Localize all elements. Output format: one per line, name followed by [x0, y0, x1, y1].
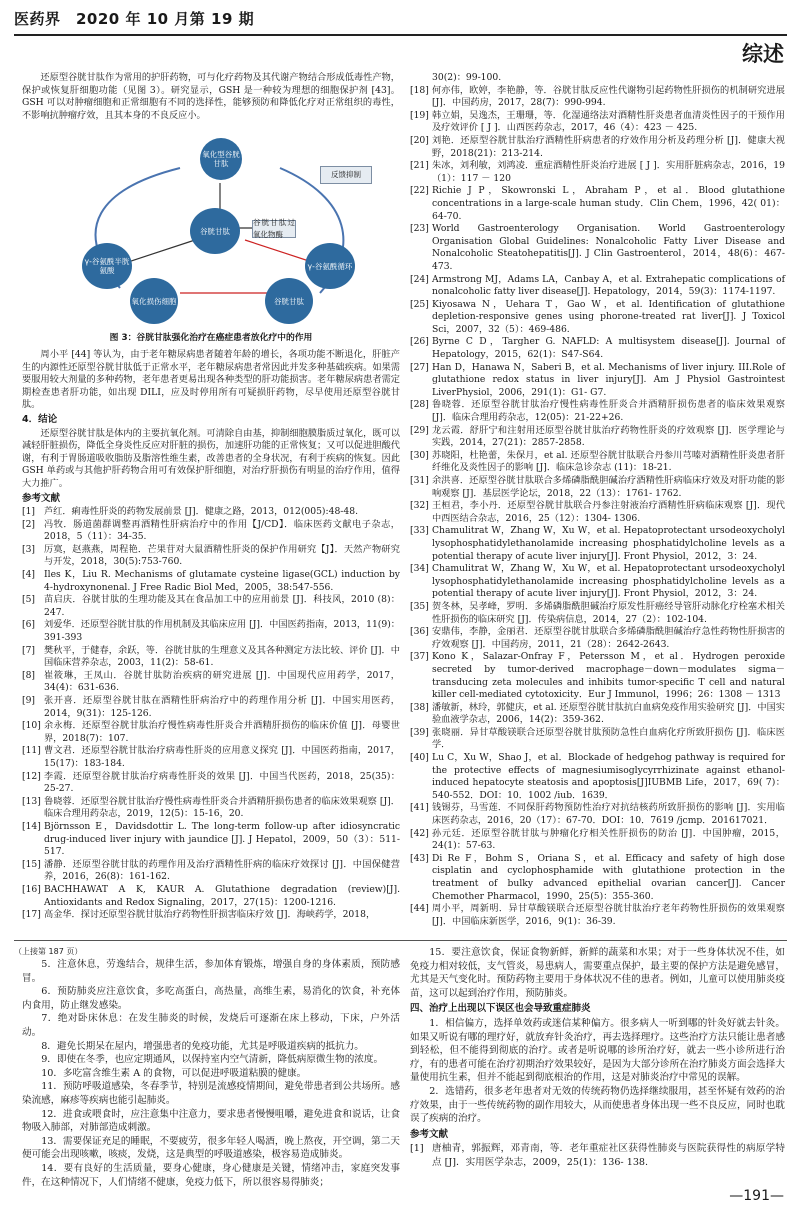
ref-number: [16] — [22, 883, 41, 895]
ref-number: [35] — [410, 600, 429, 612]
reference-item — [410, 160, 785, 185]
reference-item — [410, 72, 785, 85]
body-paragraph: 8．避免长期呆在屋内，增强患者的免疫功能，尤其是呼吸道疾病的抵抗力。 — [41, 1040, 364, 1052]
ref-number: [26] — [410, 336, 429, 348]
ref-number: [21] — [410, 160, 429, 172]
ref-number: [18] — [410, 84, 429, 96]
bottom-reference — [410, 1142, 785, 1169]
reference-item — [410, 362, 785, 400]
node-oxidative-damage: 氧化损伤细胞 — [130, 278, 178, 324]
ref-text: 高金华．探讨还原型谷胱甘肽治疗药物性肝损害临床疗效 [J]．海峡药学，2018， — [44, 909, 376, 921]
intro-paragraph: 还原型谷胱甘肽作为常用的护肝药物，可与化疗药物及其代谢产物结合形成低毒性产物，保护或恢复肝细胞功能（见图 3）。研究显示，GSH 是一种较为理想的细胞保护剂 [43]。GSH 可以对肿瘤细胞和正常细胞有不同的选择性，能够预防和降低化疗对正常组织的毒性，不影响抗肿瘤疗效，且其本身的不良反应小。 — [22, 72, 400, 121]
ref-number: [14] — [22, 820, 41, 832]
right-column — [410, 72, 785, 928]
ref-text: 安鼎伟，李静，金丽君．还原型谷胱甘肽联合多烯磷脂酰胆碱治疗急性药物性肝损害的疗效观察 [J]．中国药房，2011，21（28）：2642-2643. — [432, 626, 785, 650]
ref-text: 王桓君，李小丹．还原型谷胱甘肽联合丹参注射液治疗酒精性肝病临床观察 [J]．现代中西医结合杂志，2016，25（12）：1304- 1306. — [432, 500, 785, 524]
reference-item — [22, 619, 400, 644]
ref-number: [15] — [22, 858, 41, 870]
ref-number: [37] — [410, 651, 429, 663]
reference-item — [410, 500, 785, 525]
header-rule — [14, 34, 787, 36]
ref-text: 芦红．痢毒性肝炎的药物发展前景 [J]．健康之路，2013，012(005):48-48. — [44, 506, 359, 518]
ref-number: [1] — [22, 506, 36, 518]
ref-number: [4] — [22, 569, 36, 581]
body-paragraph: 1．相信偏方，选择单效药或迷信某种偏方。很多病人一听到哪的针灸好就去针灸。如果又听说有哪的理疗好，就放弃针灸治疗，再去选择理疗。这些治疗方法只能让患者感到轻松，但不能得到彻底的治疗。或者是听说哪的诊所治疗好，就去一些小诊所进行治疗，有的患者可能在治疗初期治疗效果较好，是因为大部分诊所在治疗肺炎方面会选择大量使用抗生素，但并不能起到彻底根治的作用，这是对肺炎治疗中常见的误解。 — [410, 1017, 785, 1084]
body-paragraph: 14．要有良好的生活质量，要身心健康，身心健康是关键，情绪冲击，家庭突发事件，在这种情况下，人们情绪不健康，免疫力低下，所以很容易得肺炎； — [22, 1162, 400, 1188]
ref-number: [13] — [22, 795, 41, 807]
conclusion-paragraph: 还原型谷胱甘肽是体内的主要抗氧化剂。可清除自由基，抑制细胞膜脂质过氧化，既可以减轻肝脏损伤，降低全身炎性反应对肝脏的损伤，加速肝功能的正常恢复；又可以促进胆酸代谢，有利于胃肠道吸收脂肪及脂溶性维生素，改善患者的全身状况，有利于疾病的恢复。因此 GSH 单药或与其他护肝药物合用可有效保护肝细胞，对治疗肝损伤有明显的治疗作用，值得大力推广。 — [22, 427, 400, 489]
ref-number: [20] — [410, 134, 429, 146]
page-number: —191— — [729, 1188, 784, 1204]
section-tag: 综述 — [742, 42, 784, 66]
node-gamma-glutamylcysteine: γ-谷氨酰半胱氨酸 — [82, 243, 132, 289]
tips-list-left — [22, 958, 400, 1189]
reference-item — [410, 752, 785, 802]
ref-text: 韩立娟，吴逸杰，王珊珊，等．化湿通络法对酒精性肝炎患者血清炎性因子的干预作用及疗效评价 [ J ]．山西医药杂志，2017，46（4）：423 － 425. — [432, 109, 785, 134]
ref-text: 崔筱琳，王凤山．谷胱甘肽防治疾病的研究进展 [J]．中国现代应用药学，2017，34(4)：631-636. — [44, 669, 400, 694]
ref-number: [41] — [410, 802, 429, 814]
ref-number: [42] — [410, 827, 429, 839]
ref-text: 樊秋平，于健春，余跃，等．谷胱甘肽的生理意义及其各种测定方法比较、评价 [J]．中国临床营养杂志，2003，11(2)：58-61. — [44, 644, 400, 669]
reference-item — [410, 110, 785, 135]
body-paragraph: 12．进食或喂食时，应注意集中注意力，要求患者慢慢咀嚼，避免进食和说话，让食物吸入肺部，对肺部造成刺激。 — [22, 1108, 400, 1134]
reference-item — [410, 425, 785, 450]
section-divider — [14, 940, 787, 941]
treatment-list — [410, 1017, 785, 1126]
ref-number: [23] — [410, 223, 429, 235]
bottom-left-column — [22, 958, 400, 1189]
heading-treatment: 四、治疗上出现以下误区也会导致重症肺炎 — [410, 1003, 591, 1015]
box-feedback: 反馈抑制 — [320, 166, 372, 184]
ref-text: Lu C，Xu W，Shao J，et al．Blockade of hedgehog pathway is required for the protective effects of magnesiumisoglycyrrhizinate against ethanol-induced hepatocyte steatosis and apoptosis[J]IUBMB Life，2017，69( 7)：540-552．DOI：10．1002 /iub．1639． — [432, 752, 785, 801]
ref-number: [3] — [22, 543, 36, 555]
ref-text: 张晓丽．异甘草酸镁联合还原型谷胱甘肽预防急性白血病化疗所致肝损伤 [J]．临床医学． — [432, 726, 785, 751]
ref-text: BACHHAWAT A K, KAUR A. Glutathione degradation (review)[J]. Antioxidants and Redox Signaling，2017，27(15)：1200-1216. — [44, 883, 400, 908]
reference-item — [22, 519, 400, 544]
ref-text: 李霞．还原型谷胱甘肽治疗病毒性肝炎的效果 [J]．中国当代医药，2018，25(35)：25-27. — [44, 770, 400, 795]
reference-item — [22, 909, 400, 922]
reference-item — [22, 506, 400, 519]
node-gsh-center: 谷胱甘肽 — [190, 208, 240, 254]
reference-item — [410, 450, 785, 475]
reference-item — [410, 727, 785, 752]
figure-3 — [30, 128, 400, 328]
ref-number: [8] — [22, 669, 36, 681]
reference-item — [410, 223, 785, 273]
ref-text: 厉寞，赵燕燕，周程艳．芒果苷对大鼠酒精性肝炎的保护作用研究【J】．天然产物研究与开发，2018，30(5):753-760. — [44, 543, 400, 568]
ref-number: [24] — [410, 273, 429, 285]
body-paragraph: 10．多吃富含维生素 A 的食物，可以促进呼吸道粘膜的健康。 — [41, 1067, 307, 1079]
ref-number: [17] — [22, 909, 41, 921]
ref-number: [38] — [410, 701, 429, 713]
ref-text: World Gastroenterology Organisation. World Gastroenterology Organisation Global Guidelines: Nonalcoholic Fatty Liver Disease and Nonalcoholic Steatohepatitis[J]. J Clin Gastroenterol，2014，48(6)：467-473. — [432, 223, 785, 272]
ref-text: Chamulitrat W，Zhang W，Xu W，et al. Hepatoprotectant ursodeoxycholyl lysophosphatidylethanolamide increasing phosphatidylcholine levels as a potential therapy of acute liver injury[J]. Front Physiol，2012，3：24. — [432, 525, 785, 562]
reference-item — [410, 563, 785, 601]
reference-item — [410, 853, 785, 903]
ref-number: [28] — [410, 399, 429, 411]
ref-text: 冯牧．肠道菌群调整再酒精性肝病治疗中的作用【J/CD】．临床医药文献电子杂志，2018，5（11）：34-35. — [44, 518, 400, 543]
heading-bottom-references: 参考文献 — [410, 1128, 449, 1140]
ref-text: Di Re F，Bohm S，Oriana S，et al. Efficacy and safety of high dose cisplatin and cyclophosphamide with glutathione protection in the treatment of bulky advanced epithelial ovarian cancer[J]. Cancer Chemother Pharmacol，1990，25(5)：355-360. — [432, 852, 785, 902]
reference-item — [22, 859, 400, 884]
ref-number: [19] — [410, 109, 429, 121]
reference-item — [22, 745, 400, 770]
ref-text: Björnsson E，Davidsdottir L. The long-term follow-up after idiosyncratic drug-induced liver injury with jaundice [J]. J Hepatol，2009，50（3）：511-517. — [44, 820, 400, 858]
node-gsh-bottom: 谷胱甘肽 — [265, 278, 313, 324]
reference-item — [410, 336, 785, 361]
body-paragraph: 9．即使在冬季，也应定期通风，以保持室内空气清新，降低病原微生物的浓度。 — [41, 1054, 384, 1066]
ref-text: Armstrong MJ，Adams LA，Canbay A，et al. Extrahepatic complications of nonalcoholic fatty liver disease[J]. Hepatology，2014，59(3)：1174-1197. — [432, 273, 785, 298]
reference-item — [22, 720, 400, 745]
reference-item — [410, 828, 785, 853]
reference-item — [22, 695, 400, 720]
ref-text: 潘静．还原型谷胱甘肽的药理作用及治疗酒精性肝病的临床疗效探讨 [J]．中国保健营养，2016，26(8)：161-162. — [44, 858, 400, 883]
journal-title: 医药界 2020 年 10 月第 19 期 — [14, 10, 255, 28]
heading-conclusion: 4．结论 — [22, 413, 58, 425]
reference-item — [410, 274, 785, 299]
ref-text: 曹文君．还原型谷胱甘肽治疗病毒性肝炎的应用意义探究 [J]．中国医药指南，2017，15(17)：183-184. — [44, 745, 400, 769]
ref-text: Iles K，Liu R. Mechanisms of glutamate cysteine ligase(GCL) induction by 4-hydroxynonenal. J Free Radic Biol Med，2005，38:547-556. — [44, 569, 400, 593]
ref-number: [34] — [410, 563, 429, 575]
references-left — [22, 506, 400, 922]
ref-number: [43] — [410, 852, 429, 864]
ref-number: [39] — [410, 726, 429, 738]
ref-text: 苗启庆．谷胱甘肽的生理功能及其在食品加工中的应用前景 [J]．科技风，2010 (8)：247. — [44, 594, 400, 618]
ref-text: 周小平，周新明．异甘草酸镁联合还原型谷胱甘肽治疗老年药物性肝损伤的效果观察 [J]．中国临床新医学，2016，9(1)：36-39. — [432, 903, 785, 927]
ref-text: 刘爱华．还原型谷胱甘肽的作用机制及其临床应用 [J]．中国医药指南，2013，11(9)：391-393 — [44, 619, 400, 644]
body-paragraph: 5．注意休息，劳逸结合，规律生活，参加体育锻炼，增强自身的身体素质，预防感冒。 — [22, 959, 400, 984]
body-paragraph: 11．预防呼吸道感染，冬春季节，特别是流感疫情期间，避免带患者到公共场所。感染流感，麻疹等疾病也能引起肺炎。 — [22, 1081, 400, 1106]
page-header — [0, 0, 800, 66]
figure-caption: 图 3：谷胱甘肽强化治疗在癌症患者放化疗中的作用 — [109, 333, 313, 344]
reference-item — [410, 651, 785, 701]
reference-item — [22, 569, 400, 594]
reference-item — [410, 802, 785, 827]
ref-text: 刘艳．还原型谷胱甘肽治疗酒精性肝病患者的疗效作用分析及药理分析 [J]．健康大视野，2018(21)：213-214. — [432, 134, 785, 159]
ref-number: [10] — [22, 720, 41, 732]
ref-number: [32] — [410, 500, 429, 512]
ref-text: 余洪喜．还原型谷胱甘肽联合多烯磷脂酰胆碱治疗酒精性肝病临床疗效及对肝功能的影响观察 [J]．基层医学论坛，2018，22（13）：1761- 1762. — [432, 475, 785, 499]
ref-text: 鲁晓蓉．还原型谷胱甘肽治疗慢性病毒性肝炎合并酒精肝损伤患者的临床效果观察 [J]．临床合理用药杂志，2019，12(5)：15-16，20. — [44, 795, 400, 820]
body-paragraph: 7．绝对卧床休息：在发生肺炎的时候，发烧后可逐渐在床上移动，下床，户外活动。 — [22, 1013, 400, 1038]
reference-item — [22, 796, 400, 821]
tips-list-right — [410, 946, 785, 1000]
body-paragraph: 15．要注意饮食，保证食物新鲜，新鲜的蔬菜和水果；对于一些身体状况不佳，如免疫力相对较低，支气管炎，易患病人，需要重点保护，最主要的保护方法是避免感冒，尤其是天气变化时。预防药物主要用于身体状况不佳的患者。例如，儿童可以使用肺炎疫苗，这可以起到治疗作用，预防肺炎。 — [410, 947, 785, 999]
ref-number: [31] — [410, 475, 429, 486]
body-paragraph: 6．预防肺炎应注意饮食，多吃高蛋白，高热量，高维生素，易消化的饮食，补充体内食用，防止继发感染。 — [22, 986, 400, 1011]
node-gamma-glutamyl-cycle: γ-谷氨酰循环 — [305, 243, 355, 289]
ref-text: 30(2)：99-100. — [432, 72, 502, 83]
ref-text: Richie J P，Skowronski L，Abraham P，et al．Blood glutathione concentrations in a large-scale human study．Clin Chem，1996，42( 01)：64-70. — [432, 185, 785, 222]
ref-text: 鲁晓蓉．还原型谷胱甘肽治疗慢性病毒性肝炎合并酒精肝损伤患者的临床效果观察 [J]．临床合理用药杂志，12(05)：21-22+26. — [432, 399, 785, 424]
ref-number: [9] — [22, 695, 36, 706]
ref-text: Kono K，Salazar-Onfray F，Petersson M，et al．Hydrogen peroxide secreted by tumor-derived macrophage－down－modulates sigma－transducing zeta molecules and inhibits tumor-specific T cell and natural killer cell-mediated cytotoxicity．Eur J Immunol，1996；26：1308 － 1313 — [432, 651, 785, 701]
reference-item — [22, 544, 400, 569]
reference-item — [410, 185, 785, 223]
ref-text: Kiyosawa N，Uehara T，Gao W，et al. Identification of glutathione depletion-responsive genes using phorone-treated rat liver[J]. J Toxicol Sci，2007，32（5）：469-486. — [432, 298, 785, 335]
ref-text: 潘敏新，林玲，郭健庆，et al. 还原型谷胱甘肽抗白血病免疫作用实验研究 [J]．中国实验血液学杂志，2006，14(2)：359-362. — [432, 701, 785, 726]
left-column — [22, 72, 400, 922]
ref-number: [27] — [410, 361, 429, 373]
ref-text: Byrne C D，Targher G. NAFLD: A multisystem disease[J]. Journal of Hepatology，2015，62(1)：S47-S64. — [432, 336, 785, 361]
ref-number — [410, 72, 432, 85]
ref-number: [36] — [410, 626, 429, 638]
reference-item — [22, 594, 400, 619]
ref-number: [40] — [410, 752, 429, 764]
ref-number: [2] — [22, 518, 36, 530]
references-right — [410, 72, 785, 928]
bottom-right-column — [410, 946, 785, 1170]
paragraph-zhou: 周小平 [44] 等认为，由于老年糖尿病患者随着年龄的增长，各项功能不断退化，肝脏产生的内源性还原型谷胱甘肽低于正常水平，老年糖尿病患者常因此并发多种基础疾病。如果需要服用较大剂量的多种药物，老年患者更易出现各种类型的肝功能损害。老年糖尿病患者需定期检查患者肝功能，如出现 DILI，应及时停用所有可疑损肝药物，尽早使用还原型谷胱甘肽。 — [22, 348, 400, 411]
reference-item — [410, 601, 785, 626]
reference-item — [410, 525, 785, 563]
ref-number: [11] — [22, 745, 41, 757]
ref-number: [44] — [410, 903, 429, 915]
reference-item — [22, 645, 400, 670]
reference-item — [410, 85, 785, 110]
ref-number: [12] — [22, 770, 41, 782]
reference-item — [410, 475, 785, 500]
body-paragraph: 2．选错药，很多老年患者对无效的传统药物仍选择继续服用，甚至怀疑有效药的治疗效果，由于一些传统药物的副作用较大，从而使患者身体出现一些不良反应，同时也耽误了疾病的治疗。 — [410, 1085, 785, 1125]
reference-item — [410, 702, 785, 727]
reference-item — [410, 399, 785, 424]
reference-item — [22, 670, 400, 695]
ref-text: 钱锡芬，马雪莲．不同保肝药物预防性治疗对抗结核药所致肝损伤的影响 [J]．实用临床医药杂志，2016，20（17）：67-70．DOI：10．7619 /jcmp．201617021． — [432, 802, 785, 827]
box-peroxidase: 谷胱甘肽过氧化物酶 — [253, 217, 295, 240]
ref-number: [30] — [410, 449, 429, 461]
reference-item — [22, 771, 400, 796]
ref-text: 贺冬林，吴孝峰，罗明．多烯磷脂酰胆碱治疗原发性肝癌经导管肝动脉化疗栓塞术相关性肝损伤的临床研究 [J]．传染病信息，2014，27（2）：102-104. — [432, 600, 785, 625]
reference-item — [410, 135, 785, 160]
ref-number: [22] — [410, 185, 429, 197]
ref-text: 孙元廷．还原型谷胱甘肽与肿瘤化疗相关性肝损伤的防治 [J]．中国肿瘤，2015，24(1)：57-63. — [432, 827, 785, 852]
ref-number: [29] — [410, 424, 429, 436]
heading-references: 参考文献 — [22, 492, 61, 504]
reference-item — [410, 903, 785, 928]
ref-text: 张开喜．还原型谷胱甘肽在酒精性肝病治疗中的药理作用分析 [J]．中国实用医药，2014，9(31)：125-126. — [44, 695, 400, 719]
node-oxidized-gsh: 氧化型谷胱甘肽 — [200, 138, 242, 180]
ref-number: [6] — [22, 619, 36, 631]
reference-item — [410, 299, 785, 337]
ref-number: [1] — [410, 1143, 424, 1155]
reference-item — [410, 626, 785, 651]
reference-item — [22, 821, 400, 859]
ref-number: [5] — [22, 594, 36, 606]
ref-number: [33] — [410, 525, 429, 537]
ref-text: 余永梅．还原型谷胱甘肽治疗慢性病毒性肝炎合并酒精肝损伤的临床价值 [J]．母婴世界，2018(7)：107. — [44, 720, 400, 744]
ref-text: Chamulitrat W，Zhang W，Xu W，et al. Hepatoprotectant ursodeoxycholyl lysophosphatidylethanolamide increasing phosphatidylcholine levels as a potential therapy of acute liver injury[J]. Front Physiol，2012，3：24. — [432, 563, 785, 600]
continued-note: （上接第 187 页） — [14, 947, 83, 956]
ref-text: Han D，Hanawa N，Saberi B，et al. Mechanisms of liver injury. III.Role of glutathione redox status in liver injury[J]. Am J Physiol Gastrointest LiverPhysiol，2006，291(1)：G1- G7. — [432, 361, 785, 398]
ref-text: 唐柚青，郭振辉，邓青南，等．老年重症社区获得性肺炎与医院获得性的病原学特点 [J]．实用医学杂志，2009，25(1)：136- 138. — [432, 1143, 785, 1168]
ref-text: 龙云霞．舒肝宁和注射用还原型谷胱甘肽治疗药物性肝炎的疗效观察 [J]．医学理论与实践，2014，27(21)：2857-2858. — [432, 424, 785, 449]
ref-number: [7] — [22, 644, 36, 656]
ref-text: 苏晓阳，杜艳蕾，朱保月，et al. 还原型谷胱甘肽联合丹参川芎嗪对酒精性肝炎患者肝纤维化及炎性因子的影响 [J]．临床急诊杂志 (11)：18-21. — [432, 449, 785, 474]
ref-text: 何亦伟，欧婷，李艳静，等．谷胱甘肽反应性代谢物引起药物性肝损伤的机制研究进展 [J]．中国药房，2017，28(7)：990-994. — [432, 84, 785, 109]
reference-item — [22, 884, 400, 909]
body-paragraph: 13．需要保证充足的睡眠，不要疲劳，很多年轻人喝酒，晚上熬夜，开空调，第二天便可能会出现咳嗽，咳痰，发烧，这是典型的呼吸道感染，极容易造成肺炎。 — [22, 1135, 400, 1161]
ref-number: [25] — [410, 298, 429, 310]
ref-text: 朱冰，刘利敏，刘鸿凌．重症酒精性肝炎治疗进展 [ J ]．实用肝脏病杂志，2016，19（1）：117 － 120 — [432, 160, 785, 184]
